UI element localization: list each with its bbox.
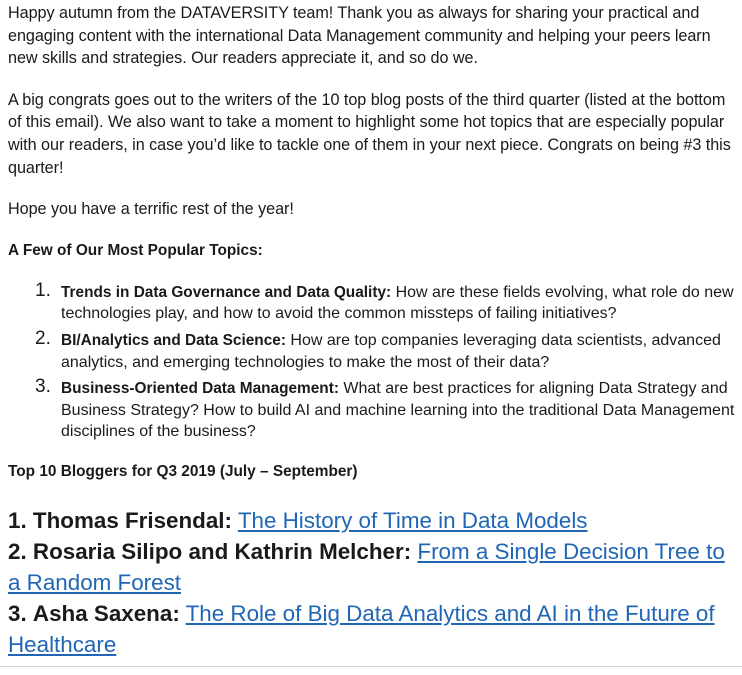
list-item: [35, 376, 736, 443]
blog-post-link[interactable]: The Role of Big Data Analytics and AI in the Future of Healthcare: [8, 600, 715, 657]
blogger-entry-3: [8, 598, 736, 660]
bottom-divider: [0, 666, 742, 667]
list-item: [35, 327, 736, 373]
blogger-name: Thomas Frisendal:: [32, 507, 232, 533]
intro-paragraph-2: A big congrats goes out to the writers of the 10 top blog posts of the third quarter (listed at the bottom of this email). We also want to take a moment to highlight some hot topics that are especially popular with our readers, in case you’d like to tackle one of them in your next piece. Congrats on being #3 this quarter!: [8, 90, 731, 177]
blogger-rank: 3.: [8, 600, 27, 626]
blogger-name: Rosaria Silipo and Kathrin Melcher:: [32, 538, 412, 564]
topics-heading: A Few of Our Most Popular Topics:: [8, 241, 263, 259]
topic-description: How are top companies leveraging data scientists, advanced analytics, and emerging technologies to make the most of their data?: [61, 331, 721, 371]
intro-paragraph-3: Hope you have a terrific rest of the year!: [8, 200, 294, 219]
blogger-rank: 2.: [8, 538, 27, 564]
topic-title: Business-Oriented Data Management:: [61, 380, 339, 398]
list-item-number: 2.: [35, 327, 51, 349]
blogger-entry-1: [8, 505, 736, 536]
blogger-name: Asha Saxena:: [32, 600, 180, 626]
blog-post-link[interactable]: The History of Time in Data Models: [237, 507, 588, 533]
list-item-number: 3.: [35, 376, 51, 398]
topic-description: How are these fields evolving, what role do new technologies play, and how to avoid the common missteps of failing initiatives?: [61, 283, 734, 323]
blog-post-link[interactable]: From a Single Decision Tree to a Random Forest: [8, 538, 725, 595]
bloggers-heading: Top 10 Bloggers for Q3 2019 (July – September): [8, 462, 358, 480]
topics-list: [8, 279, 736, 443]
intro-paragraph-1: Happy autumn from the DATAVERSITY team! Thank you as always for sharing your practical and engaging content with the international Data Management community and helping your peers learn new skills and strategies. Our readers appreciate it, and so do we.: [8, 4, 711, 68]
list-item: [35, 279, 736, 325]
topic-description: What are best practices for aligning Data Strategy and Business Strategy? How to build AI and machine learning into the traditional Data Management disciplines of the business?: [61, 380, 735, 441]
topic-title: Trends in Data Governance and Data Quality:: [61, 283, 392, 301]
blogger-rank: 1.: [8, 507, 27, 533]
email-body: [8, 2, 736, 660]
blogger-entry-2: [8, 536, 736, 598]
topic-title: BI/Analytics and Data Science:: [61, 331, 286, 349]
list-item-number: 1.: [35, 279, 51, 301]
